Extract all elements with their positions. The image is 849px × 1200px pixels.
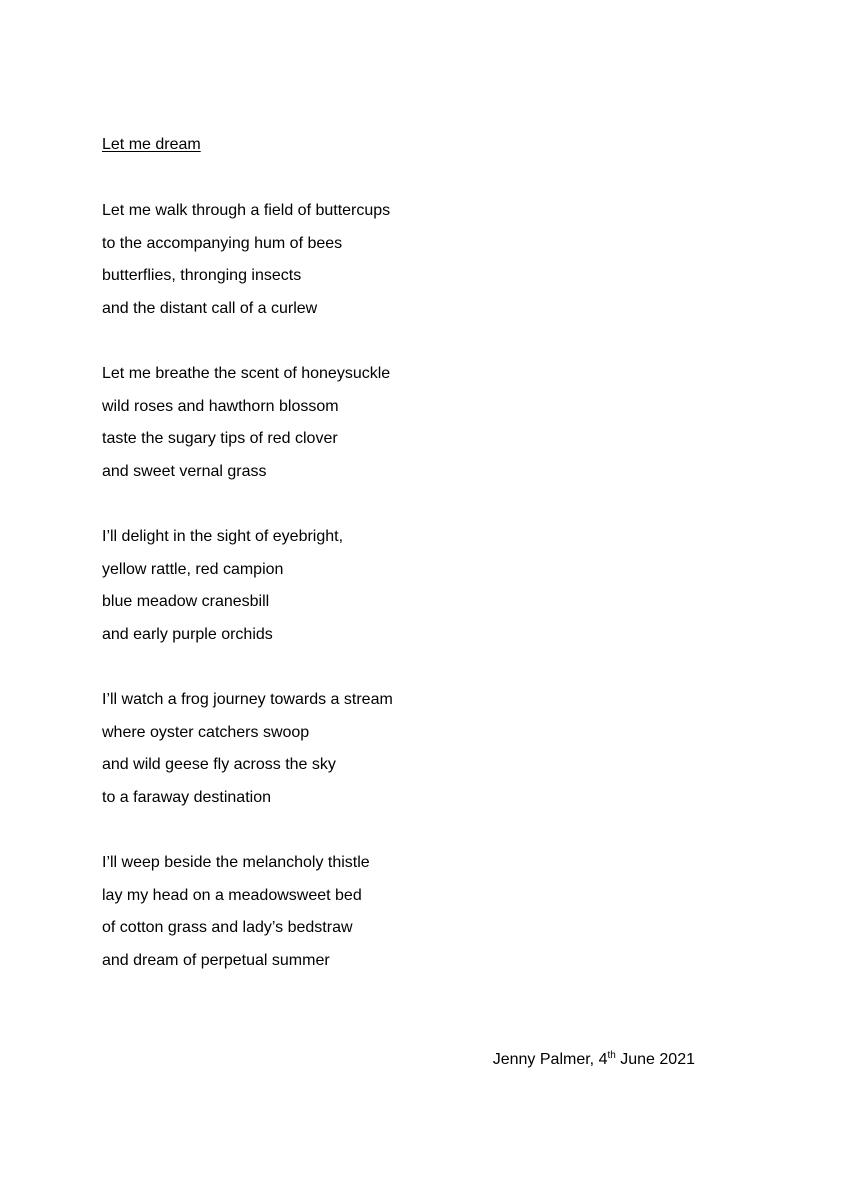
poem-line: I’ll weep beside the melancholy thistle xyxy=(102,854,370,871)
poem-line: where oyster catchers swoop xyxy=(102,723,310,741)
poem-line: Let me walk through a field of buttercups xyxy=(102,202,391,219)
stanza-3 xyxy=(102,527,343,658)
signature-name-day: Jenny Palmer, 4 xyxy=(492,1051,608,1068)
poem-line: Let me breathe the scent of honeysuckle xyxy=(102,365,391,382)
poem-title: Let me dream xyxy=(102,136,201,153)
poem-line: butterflies, thronging insects xyxy=(102,267,302,285)
poem-line: wild roses and hawthorn blossom xyxy=(102,397,339,415)
poem-line: yellow rattle, red campion xyxy=(102,560,284,578)
stanza-4 xyxy=(102,690,393,821)
poem-line: lay my head on a meadowsweet bed xyxy=(102,886,362,904)
author-signature xyxy=(493,1050,695,1070)
stanza-1 xyxy=(102,201,390,332)
poem-line: and early purple orchids xyxy=(102,626,273,644)
poem-line: and the distant call of a curlew xyxy=(102,300,318,318)
poem-line: and sweet vernal grass xyxy=(102,463,267,481)
poem-line: to the accompanying hum of bees xyxy=(102,234,343,252)
poem-line: I’ll delight in the sight of eyebright, xyxy=(102,528,344,545)
signature-ordinal-suffix: th xyxy=(607,1050,616,1061)
poem-line: and dream of perpetual summer xyxy=(102,952,330,970)
poem-line: blue meadow cranesbill xyxy=(102,593,270,611)
poem-line: taste the sugary tips of red clover xyxy=(102,430,338,448)
poem-line: and wild geese fly across the sky xyxy=(102,756,336,774)
poem-line: to a faraway destination xyxy=(102,789,271,807)
signature-month-year: June 2021 xyxy=(615,1051,695,1068)
stanza-2 xyxy=(102,364,390,495)
poem-line: of cotton grass and lady’s bedstraw xyxy=(102,919,353,937)
poem-line: I’ll watch a frog journey towards a stream xyxy=(102,691,393,708)
stanza-5 xyxy=(102,853,370,984)
